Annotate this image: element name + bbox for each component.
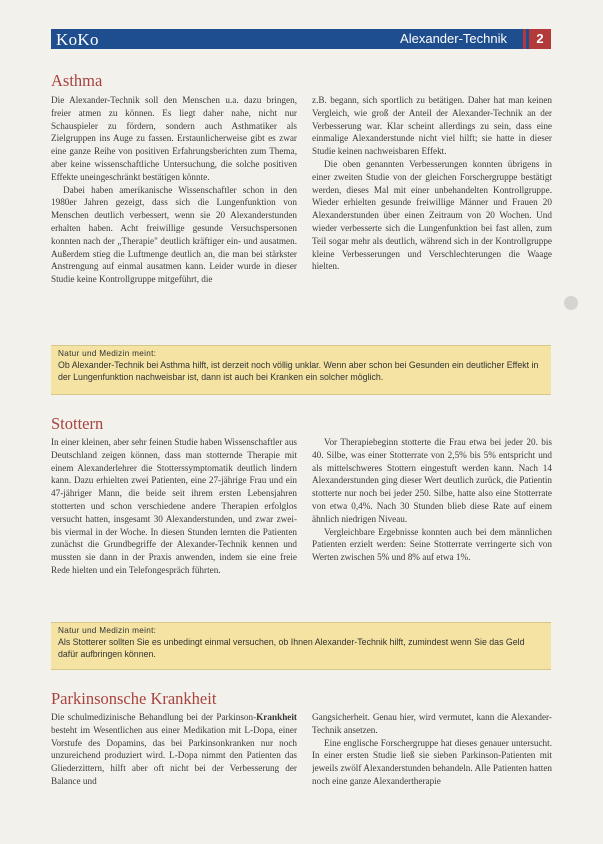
paragraph: Gangsicherheit. Genau hier, wird vermutet, kann die Alexander-Technik ansetzen. [312, 712, 552, 735]
paragraph: z.B. begann, sich sportlich zu betätigen. Daher hat man keinen Vergleich, wie groß der Anteil der Alexander-Technik an der Verbesserung war. Klar scheint allerdings zu sein, dass eine einmalige Alexanderstunde nicht viel hilft; sie hatte in dieser Studie keinen nachweisbaren Effekt. [312, 95, 552, 157]
heading-stottern: Stottern [51, 414, 104, 433]
info-box-asthma [51, 345, 551, 395]
paragraph: Vor Therapiebeginn stotterte die Frau etwa bei jeder 20. bis 40. Silbe, was einer Stotterrate von 2,5% bis 5% entspricht und als mittelschweres Stottern eingestuft werden kann. Nach 14 Alexanderstunden ging dieser Wert deutlich zurück, die Patientin stotterte nur noch bei jeder 250. Silbe, hatte also eine Stotterrate von etwa 0,4%. Nach 30 Stunden blieb diese Rate auf einem ähnlich niedrigen Niveau. [312, 437, 552, 524]
heading-parkinson: Parkinsonsche Krankheit [51, 689, 217, 708]
info-box-title: Natur und Medizin meint: [58, 626, 157, 635]
info-box-title: Natur und Medizin meint: [58, 349, 157, 358]
paragraph: Vergleichbare Ergebnisse konnten auch bei dem männlichen Patienten erzielt werden: Seine Stotterrate verringerte sich von Werten zwischen 5% und 8% auf etwa 1%. [312, 526, 552, 563]
page-number: 2 [529, 29, 551, 49]
bold-term: Krankheit [256, 712, 297, 722]
chapter-title: Alexander-Technik [400, 31, 507, 46]
paragraph: In einer kleinen, aber sehr feinen Studie haben Wissenschaftler aus Deutschland zeigen können, dass man stotternde Therapie mit einem Alexanderlehrer die Stotterssymptomatik deutlich lindern kann. Dazu erhielten zwei Patienten, eine 27-jährige Frau und ein 47-jähriger Mann, die beide seit ihrem ersten Lebensjahren stotterten und schon verschiedene andere Therapien erfolglos versucht hatten, insgesamt 30 Alexanderstunden, und zwar zwei- bis viermal in der Woche. In diesen Stunden lernten die Patienten zunächst die Grundbegriffe der Alexander-Technik kennen und mussten sie dann in der Praxis anwenden, indem sie eine freie Rede hielten und ein Telefongespräch führten. [51, 437, 297, 575]
paragraph [51, 711, 297, 788]
header-divider [523, 29, 526, 49]
parkinson-right-column [312, 711, 552, 791]
heading-asthma: Asthma [51, 71, 103, 90]
paragraph: Dabei haben amerikanische Wissenschaftler schon in den 1980er Jahren gezeigt, dass sich die Lungenfunktion von Menschen deutlich verbessert, wenn sie 20 Alexanderstunden erhalten haben. Acht freiwillige gesunde Versuchspersonen konnten nach der „Therapie" deutlich kräftiger ein- und ausatmen. Außerdem stieg die Luftmenge deutlich an, die man bei stärkster Anstrengung auf einmal ausatmen kann. Leider wurde in dieser Studie keine Kontrollgruppe mitgeführt, die [51, 184, 297, 285]
parkinson-left-column [51, 711, 297, 791]
page-header [51, 29, 551, 49]
paragraph: Eine englische Forschergruppe hat dieses genauer untersucht. In einer ersten Studie ließ sie sieben Parkinson-Patienten mit jeweils zwölf Alexanderstunden behandeln. Alle Patienten hatten noch eine ganze Alexandertherapie [312, 737, 552, 786]
paragraph: Die Alexander-Technik soll den Menschen u.a. dazu bringen, freier atmen zu können. Es liegt daher nahe, nicht nur Schauspieler zu fördern, sondern auch Asthmatiker als Zielgruppen ins Auge zu fassen. Erstaunlicherweise gibt es zwar eine ganze Reihe von positiven Erfahrungsberichten zum Thema, aber keine wissenschaftliche Untersuchung, die solche positiven Effekte uneingeschränkt bestätigen könnte. [51, 95, 297, 182]
asthma-right-column [312, 94, 552, 273]
info-box-stottern [51, 622, 551, 670]
logo: KoKo [56, 30, 99, 49]
paragraph-rest: besteht im Wesentlichen aus einer Medikation mit L-Dopa, einer Vorstufe des Dopamins, das bei Parkinsonkranken nur noch unzureichend produziert wird. L-Dopa nimmt den Patienten das Gliederzittern, hilft aber oft nicht bei der Verbesserung der Balance und [51, 724, 297, 786]
paragraph: Die oben genannten Verbesserungen konnten übrigens in einer zweiten Studie von der gleichen Forschergruppe bestätigt werden, dieses Mal mit einer unbehandelten Kontrollgruppe. Wieder erhielten gesunde freiwillige Männer und Frauen 20 Alexanderstunden über einen Zeitraum von 20 Wochen. Und wieder verbesserte sich die Lungenfunktion bei fast allen, zum Teil sogar mehr als deutlich, während sich in der Kontrollgruppe kleine Verbesserungen und Verschlechterungen die Waage hielten. [312, 158, 552, 272]
punch-hole [564, 296, 578, 310]
info-box-text: Als Stotterer sollten Sie es unbedingt einmal versuchen, ob Ihnen Alexander-Technik hilft, zumindest wenn Sie das Geld dafür aufbringen können. [58, 637, 525, 659]
asthma-left-column [51, 94, 297, 286]
stottern-left-column [51, 436, 297, 577]
stottern-right-column [312, 436, 552, 564]
paragraph-intro: Die schulmedizinische Behandlung bei der Parkinson- [51, 712, 257, 722]
info-box-text: Ob Alexander-Technik bei Asthma hilft, ist derzeit noch völlig unklar. Wenn aber schon bei Gesunden ein deutlicher Effekt in der Lungenfunktion nachweisbar ist, dann ist auch bei Kranken ein solcher möglich. [58, 360, 539, 382]
